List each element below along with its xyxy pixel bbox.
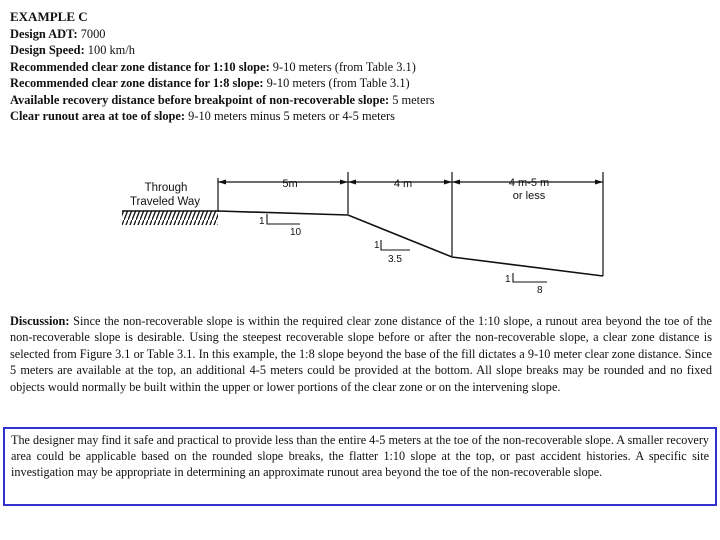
designer-note-box [3, 427, 717, 506]
svg-text:1: 1 [374, 240, 380, 251]
dim-arrow-mid-right [348, 180, 356, 185]
clear-zone-1-10-line: Recommended clear zone distance for 1:10 slope: 9-10 meters (from Table 3.1) [10, 59, 416, 74]
slope-cross-section-diagram [0, 165, 720, 300]
discussion-label: Discussion: [10, 314, 70, 328]
dim-label-or-less: or less [512, 190, 546, 202]
dim-arrow-left [218, 180, 226, 185]
svg-text:1: 1 [259, 216, 265, 227]
example-header [10, 9, 710, 125]
runout-area-line: Clear runout area at toe of slope: 9-10 meters minus 5 meters or 4-5 meters [10, 109, 395, 123]
ground-profile-line [218, 211, 603, 276]
traveled-way-label-1: Through [144, 182, 188, 194]
design-speed-line: Design Speed: 100 km/h [10, 43, 135, 57]
example-title: EXAMPLE C [10, 9, 88, 24]
dim-label-4m: 4 m [393, 178, 413, 190]
dim-arrow-mid-left [340, 180, 348, 185]
recovery-distance-line: Available recovery distance before breakpoint of non-recoverable slope: 5 meters [10, 92, 435, 107]
clear-zone-1-8-line: Recommended clear zone distance for 1:8 slope: 9-10 meters (from Table 3.1) [10, 76, 410, 90]
svg-text:10: 10 [290, 227, 302, 238]
design-adt-line: Design ADT: 7000 [10, 26, 106, 41]
designer-note-text: The designer may find it safe and practical to provide less than the entire 4-5 meters at the toe of the non-recoverable slope. A smaller recovery area could be applicable based on the rounded slope breaks, the flatter 1:10 slope at the top, or past accident histories. A specific site investigation may be appropriate in determining an approximate runout area beyond the toe of the non-recoverable slope. [11, 433, 709, 480]
svg-text:8: 8 [537, 285, 543, 296]
discussion-paragraph [10, 313, 712, 395]
dim-arrow-right [595, 180, 603, 185]
slope-indicator-1-8 [505, 273, 547, 296]
dim-arrow-toe-right [452, 180, 460, 185]
discussion-text: Since the non-recoverable slope is within the required clear zone distance of the 1:10 slope, a runout area beyond the toe of the non-recoverable slope is desirable. Using the steepest recoverable slope before or after the non-recoverable slope, a clear zone distance is selected from Figure 3.1 or Table 3.1. In this example, the 1:8 slope beyond the base of the fill dictates a 9-10 meter clear zone distance. Since 5 meters are available at the top, an additional 4-5 meters could be provided at the bottom. All slope breaks may be rounded and no fixed objects would normally be built within the upper or lower portions of the clear zone or on the intervening slope. [10, 314, 712, 394]
svg-text:1: 1 [505, 274, 511, 285]
dim-arrow-toe-left [444, 180, 452, 185]
dim-label-4-5m: 4 m-5 m [508, 177, 550, 189]
slope-indicator-1-3-5 [374, 240, 410, 265]
dim-label-5m: 5m [282, 178, 298, 190]
slope-indicator-1-10 [259, 214, 302, 238]
pavement-hatch [122, 211, 218, 225]
svg-text:3.5: 3.5 [388, 254, 402, 265]
traveled-way-label-2: Traveled Way [129, 196, 201, 208]
